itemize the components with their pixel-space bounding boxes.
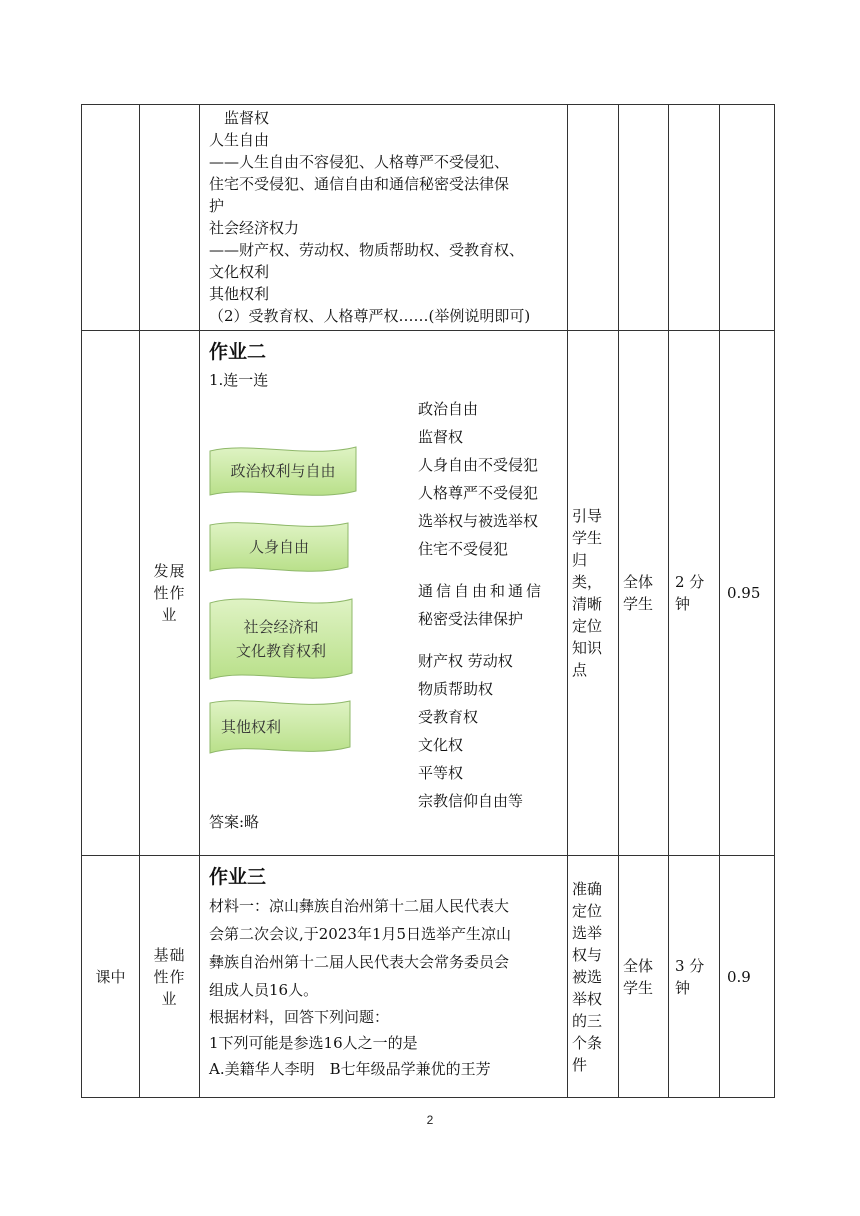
purpose-line: 定位 — [572, 617, 603, 635]
content-cell — [200, 105, 568, 331]
content-line: 监督权 — [209, 109, 270, 127]
type-cell — [140, 105, 200, 331]
purpose-cell — [568, 105, 619, 331]
purpose-cell — [568, 856, 619, 1098]
target-line: 全体 — [623, 956, 654, 975]
answer-text: 答案:略 — [209, 813, 260, 831]
right-item: 通信自由和通信 — [418, 582, 545, 600]
prompt-text: 根据材料，回答下列问题： — [209, 1008, 390, 1026]
content-line: 其他权利 — [209, 285, 270, 303]
content-line: 社会经济权力 — [209, 219, 300, 237]
material-line: 材料一：凉山彝族自治州第十二届人民代表大 — [209, 897, 510, 915]
time-cell — [669, 105, 720, 331]
homework-type-cell — [140, 856, 200, 1098]
type-label-line: 基础 — [153, 945, 186, 964]
material-line: 组成人员16人。 — [209, 981, 319, 999]
stage-cell — [82, 331, 140, 856]
right-item: 秘密受法律保护 — [418, 610, 524, 628]
target-cell — [619, 105, 669, 331]
content-line: 人生自由 — [209, 131, 270, 149]
right-item: 人格尊严不受侵犯 — [418, 484, 539, 502]
purpose-line: 权与 — [572, 945, 603, 964]
type-label-line: 业 — [161, 606, 178, 624]
category-label: 其他权利 — [221, 718, 282, 736]
type-label-line: 性作 — [153, 584, 186, 602]
table-row — [82, 331, 775, 856]
target-cell — [619, 856, 669, 1098]
purpose-line: 引导 — [572, 507, 603, 525]
target-line: 学生 — [623, 978, 654, 997]
purpose-line: 选举 — [572, 923, 603, 942]
time-line: 3 分 — [675, 956, 705, 975]
category-banner-personal — [209, 519, 349, 575]
homework-table — [81, 104, 775, 1098]
type-label-line: 发展 — [153, 562, 186, 580]
content-cell — [200, 856, 568, 1098]
page-number: 2 — [426, 1113, 434, 1127]
question-text: 1下列可能是参选16人之一的是 — [209, 1034, 418, 1052]
right-item: 财产权 劳动权 — [418, 652, 513, 670]
time-cell — [669, 856, 720, 1098]
category-banner-political — [209, 443, 357, 499]
content-line: ——财产权、劳动权、物质帮助权、受教育权、 — [209, 241, 525, 259]
content-line: ——人生自由不容侵犯、人格尊严不受侵犯、 — [209, 153, 510, 171]
time-line: 2 分 — [675, 573, 705, 591]
purpose-line: 学生 — [572, 529, 603, 547]
right-item: 宗教信仰自由等 — [418, 792, 524, 810]
purpose-line: 被选 — [572, 967, 603, 986]
time-line: 钟 — [675, 978, 691, 997]
material-line: 彝族自治州第十二届人民代表大会常务委员会 — [209, 953, 510, 971]
purpose-line: 件 — [572, 1055, 588, 1074]
content-cell — [200, 331, 568, 856]
purpose-line: 定位 — [572, 901, 603, 920]
category-banner-economic — [209, 593, 353, 685]
right-item: 文化权 — [418, 736, 464, 754]
category-label: 政治权利与自由 — [230, 462, 336, 480]
purpose-line: 个条 — [572, 1033, 603, 1052]
content-line: 护 — [209, 197, 225, 215]
stage-cell: 课中 — [82, 856, 140, 1098]
homework-title: 作业三 — [209, 866, 267, 888]
right-item: 平等权 — [418, 764, 464, 782]
right-item: 人身自由不受侵犯 — [418, 456, 539, 474]
right-item: 受教育权 — [418, 708, 479, 726]
question-text: 1.连一连 — [209, 371, 269, 389]
purpose-line: 清晰 — [572, 595, 603, 613]
right-item: 选举权与被选举权 — [418, 512, 539, 530]
right-item: 住宅不受侵犯 — [418, 540, 509, 558]
content-line: （2）受教育权、人格尊严权……(举例说明即可) — [209, 307, 531, 325]
rights-list — [418, 395, 578, 815]
right-item: 监督权 — [418, 428, 464, 446]
purpose-line: 归 — [572, 551, 588, 569]
target-line: 全体 — [623, 573, 654, 591]
material-paragraph — [209, 892, 561, 1004]
content-line: 住宅不受侵犯、通信自由和通信秘密受法律保 — [209, 175, 510, 193]
material-line: 会第二次会议,于2023年1月5日选举产生凉山 — [209, 925, 512, 943]
purpose-line: 类， — [572, 573, 603, 591]
purpose-line: 的三 — [572, 1011, 603, 1030]
right-item: 物质帮助权 — [418, 680, 494, 698]
purpose-line: 举权 — [572, 989, 603, 1008]
homework-title: 作业二 — [209, 341, 267, 363]
category-label: 人身自由 — [248, 538, 309, 556]
score-cell: 0.95 — [720, 331, 775, 856]
score-cell: 0.9 — [720, 856, 775, 1098]
options-text: A.美籍华人李明 B七年级品学兼优的王芳 — [209, 1060, 491, 1078]
target-cell — [619, 331, 669, 856]
purpose-line: 点 — [572, 661, 588, 679]
category-label: 文化教育权利 — [235, 642, 326, 660]
purpose-line: 准确 — [572, 879, 603, 898]
stage-cell — [82, 105, 140, 331]
type-label-line: 业 — [161, 989, 178, 1008]
type-label-line: 性作 — [153, 967, 186, 986]
purpose-line: 知识 — [572, 639, 603, 657]
category-label: 社会经济和 — [243, 618, 319, 636]
right-item: 政治自由 — [418, 400, 479, 418]
target-line: 学生 — [623, 595, 654, 613]
table-row — [82, 105, 775, 331]
time-line: 钟 — [675, 595, 691, 613]
matching-area — [209, 393, 561, 810]
category-banner-other — [209, 697, 351, 757]
homework-type-cell — [140, 331, 200, 856]
time-cell — [669, 331, 720, 856]
content-line: 文化权利 — [209, 263, 270, 281]
score-cell — [720, 105, 775, 331]
table-row — [82, 856, 775, 1098]
